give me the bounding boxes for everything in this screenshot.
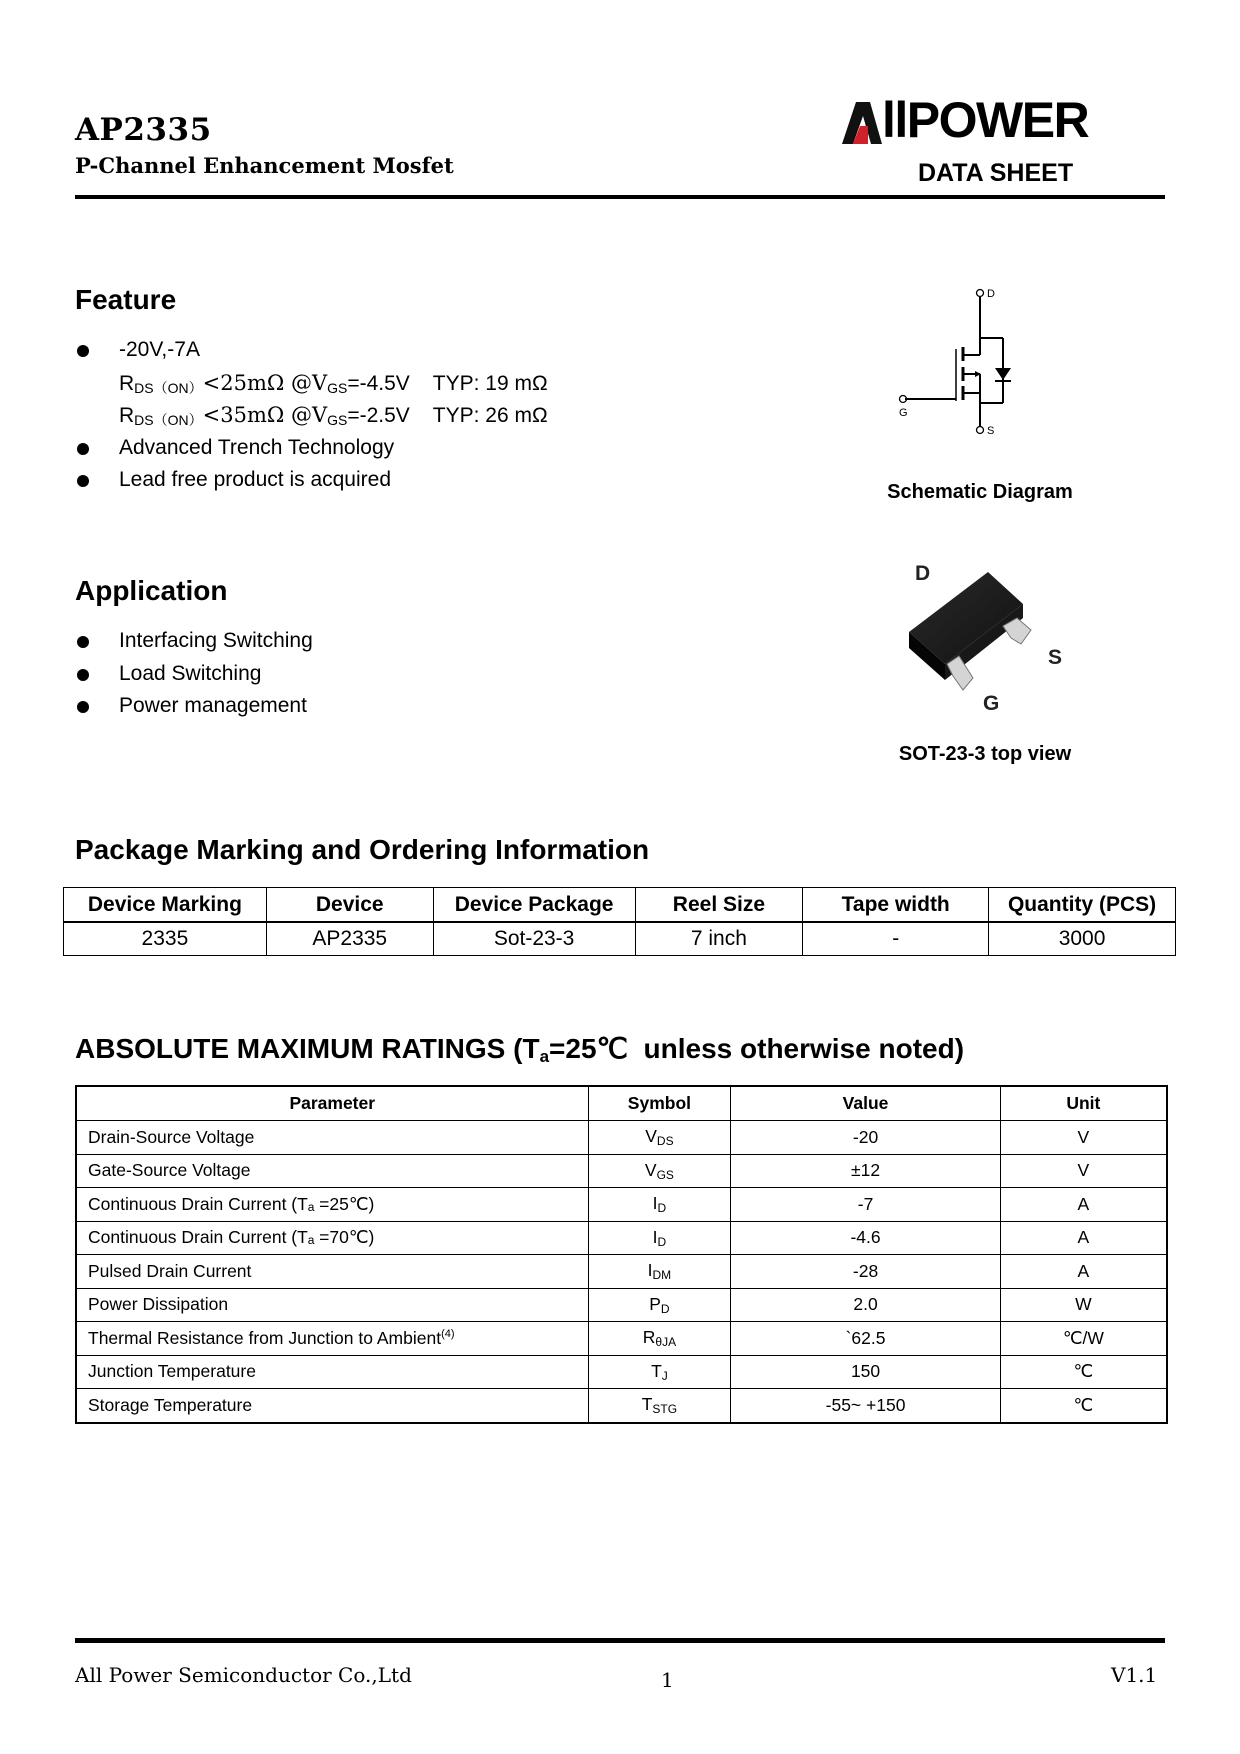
ordering-table (63, 887, 1176, 956)
doc-version: V1.1 (1111, 1663, 1158, 1687)
bullet-icon (77, 701, 89, 713)
table-row: Storage Temperature $T_{STG}$ -55~ +150 ℃ (76, 1389, 1167, 1423)
ratings-heading: ABSOLUTE MAXIMUM RATINGS ($T_a=25℃$ unless otherwise noted) (75, 1033, 965, 1066)
bullet-icon (77, 345, 89, 357)
company-logo (838, 92, 1143, 148)
pin-d-label: D (987, 288, 995, 300)
table-row: Continuous Drain Current (Tₐ =70℃) $I_D$ -4.6 A (76, 1221, 1167, 1255)
part-subtitle: P-Channel Enhancement Mosfet (75, 153, 454, 178)
col-device: Device (266, 888, 433, 923)
col-value: Value (731, 1086, 1000, 1121)
mosfet-schematic-diagram (895, 283, 1035, 443)
table-header-row (76, 1086, 1167, 1121)
table-row: Thermal Resistance from Junction to Ambient$^{(4)}$ $R_{\theta JA}$ `62.5 ℃/W (76, 1322, 1167, 1356)
table-row: Drain-Source Voltage $V_{DS}$ -20 V (76, 1121, 1167, 1155)
feature-item-rdson-2: $R_{DS(ON)}<35m\Omega$ $@V_{GS}=-2.5V$ TYP: 26 mΩ (119, 403, 548, 428)
feature-item: Lead free product is acquired (75, 464, 548, 497)
table-row: Gate-Source Voltage $V_{GS}$ ±12 V (76, 1154, 1167, 1188)
page-number: 1 (661, 1668, 674, 1692)
application-item: Load Switching (75, 658, 313, 691)
pkg-pin-d-label: D (915, 562, 931, 585)
feature-list (75, 334, 548, 497)
application-item: Power management (75, 690, 313, 723)
feature-item: -20V,-7A (75, 334, 548, 367)
application-item: Interfacing Switching (75, 625, 313, 658)
schematic-caption: Schematic Diagram (887, 481, 1073, 503)
table-row: Pulsed Drain Current $I_{DM}$ -28 A (76, 1255, 1167, 1289)
footer-divider (75, 1638, 1165, 1643)
doc-type-label: DATA SHEET (918, 159, 1074, 187)
bullet-icon (77, 636, 89, 648)
col-parameter: Parameter (76, 1086, 588, 1121)
feature-item: Advanced Trench Technology (75, 432, 548, 465)
pkg-pin-g-label: G (983, 692, 1000, 715)
logo-a-icon (838, 98, 884, 146)
bullet-icon (77, 443, 89, 455)
table-header-row (64, 888, 1176, 923)
application-list (75, 625, 313, 723)
col-unit: Unit (1000, 1086, 1167, 1121)
application-heading: Application (75, 575, 228, 606)
col-device-marking: Device Marking (64, 888, 267, 923)
table-row: Continuous Drain Current (Tₐ =25℃) $I_D$ -7 A (76, 1188, 1167, 1222)
table-row: 2335 AP2335 Sot-23-3 7 inch - 3000 (64, 922, 1176, 956)
table-row: Junction Temperature $T_J$ 150 ℃ (76, 1355, 1167, 1389)
pkg-pin-s-label: S (1048, 646, 1063, 669)
col-tape-width: Tape width (803, 888, 989, 923)
part-number: AP2335 (75, 112, 212, 148)
ordering-heading: Package Marking and Ordering Information (75, 834, 650, 865)
col-symbol: Symbol (588, 1086, 731, 1121)
feature-item-rdson-1: $R_{DS(ON)}<25m\Omega$ $@V_{GS}=-4.5V$ TYP: 19 mΩ (119, 370, 548, 396)
footer-company: All Power Semiconductor Co.,Ltd (75, 1663, 412, 1687)
table-row: Power Dissipation $P_D$ 2.0 W (76, 1288, 1167, 1322)
logo-wordmark: llPOWER (882, 92, 1089, 148)
col-quantity: Quantity (PCS) (989, 888, 1176, 923)
ratings-table (75, 1085, 1168, 1424)
header-divider (75, 195, 1165, 199)
sot23-package-image (895, 552, 1085, 722)
package-view-caption: SOT-23-3 top view (898, 743, 1072, 765)
feature-heading: Feature (75, 284, 177, 315)
col-device-package: Device Package (433, 888, 635, 923)
pin-g-label: G (899, 407, 908, 419)
bullet-icon (77, 475, 89, 487)
col-reel-size: Reel Size (635, 888, 803, 923)
bullet-icon (77, 669, 89, 681)
pin-s-label: S (987, 425, 995, 437)
